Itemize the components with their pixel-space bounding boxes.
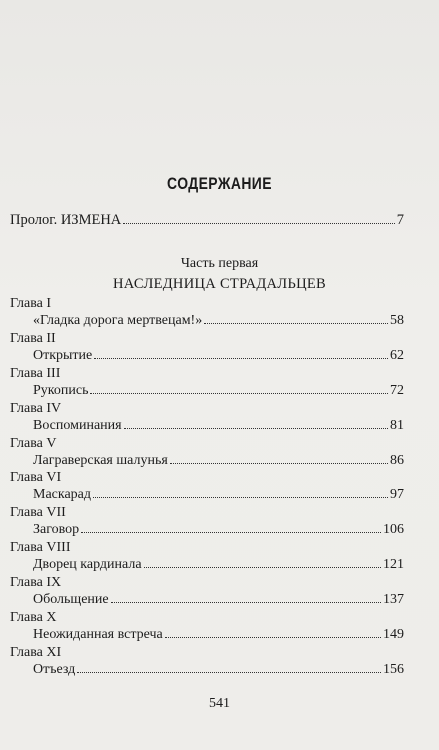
- chapter-entry: [10, 436, 404, 471]
- chapter-entry: [10, 540, 404, 575]
- chapter-entry: [10, 610, 404, 645]
- chapter-number: Глава X: [10, 610, 57, 626]
- chapter-number: Глава XI: [10, 644, 62, 660]
- chapter-number: Глава I: [10, 296, 52, 311]
- chapter-title: Обольщение: [33, 592, 109, 608]
- chapter-number: Глава III: [10, 365, 61, 381]
- part-label: Часть первая: [180, 256, 259, 271]
- chapter-title: «Гладка дорога мертвецам!»: [33, 313, 203, 328]
- chapter-page: 86: [390, 452, 404, 468]
- chapter-page: 156: [383, 661, 404, 677]
- toc-entry-title: Пролог. ИЗМЕНА: [10, 212, 122, 228]
- page-number: 541: [209, 696, 230, 711]
- chapter-entry: [10, 366, 404, 401]
- chapter-title: Открытие: [33, 347, 93, 363]
- dot-leader: [144, 567, 381, 568]
- page-title: СОДЕРЖАНИЕ: [167, 174, 272, 193]
- chapter-number: Глава VIII: [10, 540, 71, 556]
- chapter-entry: [10, 331, 404, 366]
- dot-leader: [204, 323, 388, 324]
- dot-leader: [77, 672, 381, 673]
- dot-leader: [90, 393, 388, 394]
- dot-leader: [170, 463, 388, 464]
- chapter-entry: [10, 505, 404, 540]
- chapter-number: Глава VI: [10, 470, 62, 486]
- chapter-page: 97: [390, 487, 404, 503]
- toc-entry-page: 7: [396, 212, 404, 228]
- chapter-title: Воспоминания: [33, 417, 122, 433]
- chapter-entry: [10, 645, 404, 680]
- chapter-entry: [10, 401, 404, 436]
- toc-entry-prolog: [10, 212, 404, 229]
- chapter-title: Отъезд: [33, 661, 76, 677]
- chapter-entry: [10, 296, 404, 331]
- chapter-number: Глава IX: [10, 575, 62, 591]
- dot-leader: [111, 602, 381, 603]
- chapter-title: Неожиданная встреча: [33, 627, 163, 643]
- chapter-page: 106: [383, 522, 404, 538]
- chapter-number: Глава VII: [10, 505, 66, 521]
- chapter-title: Лаграверская шалунья: [33, 452, 168, 468]
- chapter-entry: [10, 575, 404, 610]
- dot-leader: [93, 497, 388, 498]
- part-title: НАСЛЕДНИЦА СТРАДАЛЬЦЕВ: [113, 276, 326, 292]
- chapter-page: 121: [383, 557, 404, 573]
- chapter-list: [10, 296, 404, 680]
- chapter-title: Рукопись: [33, 382, 89, 398]
- dot-leader: [165, 637, 381, 638]
- dot-leader: [124, 428, 388, 429]
- chapter-page: 62: [390, 347, 404, 363]
- chapter-page: 58: [390, 313, 404, 328]
- chapter-title: Маскарад: [33, 487, 92, 503]
- chapter-page: 81: [390, 417, 404, 433]
- chapter-page: 137: [383, 592, 404, 608]
- chapter-number: Глава V: [10, 435, 57, 451]
- chapter-number: Глава II: [10, 330, 56, 346]
- chapter-entry: [10, 470, 404, 505]
- dot-leader: [123, 223, 394, 224]
- dot-leader: [94, 358, 388, 359]
- chapter-page: 149: [383, 627, 404, 643]
- chapter-title: Дворец кардинала: [33, 557, 142, 573]
- chapter-page: 72: [390, 382, 404, 398]
- dot-leader: [81, 532, 381, 533]
- chapter-title: Заговор: [33, 522, 80, 538]
- chapter-number: Глава IV: [10, 400, 62, 416]
